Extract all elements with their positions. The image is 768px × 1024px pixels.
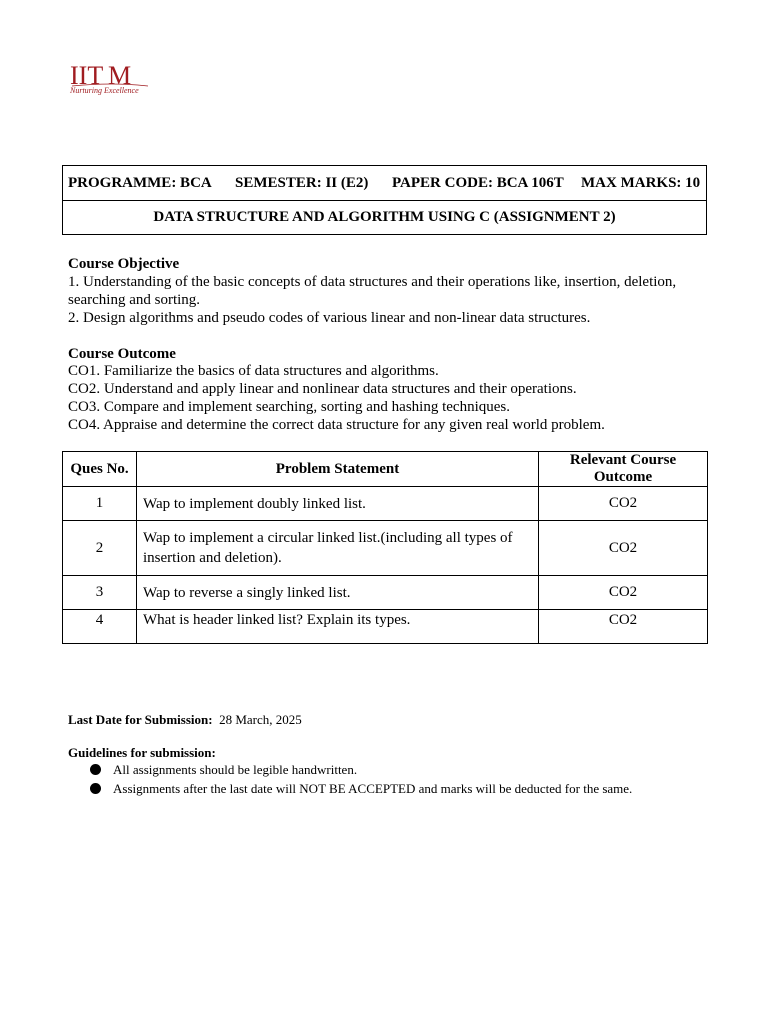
submission-date: 28 March, 2025 [219,712,302,727]
course-outcome: CO2 [539,576,708,610]
semester-label: SEMESTER: II (E2) [235,174,369,191]
ques-no: 4 [63,610,137,644]
course-outcome-heading: Course Outcome [68,346,176,362]
paper-code-label: PAPER CODE: BCA 106T [392,174,564,191]
svg-text:IIT: IIT [70,61,104,90]
assignment-header [62,165,707,235]
list-item [90,779,632,798]
max-marks-label: MAX MARKS: 10 [581,174,701,191]
objective-line-3: 2. Design algorithms and pseudo codes of various linear and non-linear data structures. [68,310,591,326]
table-row [63,521,708,576]
programme-label: PROGRAMME: BCA [68,174,212,191]
problem-statement: Wap to implement doubly linked list. [137,487,539,521]
submission-line [68,711,302,729]
outcome-co2: CO2. Understand and apply linear and nonlinear data structures and their operations. [68,381,577,397]
outcome-co4: CO4. Appraise and determine the correct data structure for any given real world problem. [68,417,605,433]
objective-line-2: searching and sorting. [68,292,201,308]
col-header-problem: Problem Statement [137,452,539,487]
table-row [63,610,708,644]
bullet-icon [90,764,101,775]
table-header-row [63,452,708,487]
table-row [63,576,708,610]
problem-statement: What is header linked list? Explain its types. [137,610,539,644]
logo-tagline: Nurturing Excellence [70,86,139,95]
submission-label: Last Date for Submission: [68,712,213,727]
guideline-text: All assignments should be legible handwritten. [113,761,358,777]
assignment-title: DATA STRUCTURE AND ALGORITHM USING C (ASSIGNMENT 2) [153,209,616,225]
header-info-row [63,166,706,201]
course-outcome: CO2 [539,521,708,576]
ques-no: 1 [63,487,137,521]
course-outcome: CO2 [539,610,708,644]
questions-table [62,451,708,644]
guideline-text: Assignments after the last date will NOT BE ACCEPTED and marks will be deducted for the same. [113,780,633,796]
problem-statement: Wap to reverse a singly linked list. [137,576,539,610]
table-row [63,487,708,521]
ques-no: 2 [63,521,137,576]
bullet-icon [90,783,101,794]
course-outcome: CO2 [539,487,708,521]
guidelines-heading: Guidelines for submission: [68,745,216,760]
course-objective-heading: Course Objective [68,256,180,272]
guidelines-list [90,760,632,798]
ques-no: 3 [63,576,137,610]
outcome-co3: CO3. Compare and implement searching, sorting and hashing techniques. [68,399,510,415]
iitm-logo [68,60,158,100]
list-item [90,760,632,779]
col-header-ques-no: Ques No. [63,452,137,487]
problem-statement: Wap to implement a circular linked list.(including all types of insertion and deletion). [137,521,539,576]
outcome-co1: CO1. Familiarize the basics of data structures and algorithms. [68,363,439,379]
svg-text:M: M [108,61,132,90]
objective-line-1: 1. Understanding of the basic concepts of data structures and their operations like, insertion, deletion, [68,274,677,290]
col-header-outcome: Relevant Course Outcome [539,452,708,487]
